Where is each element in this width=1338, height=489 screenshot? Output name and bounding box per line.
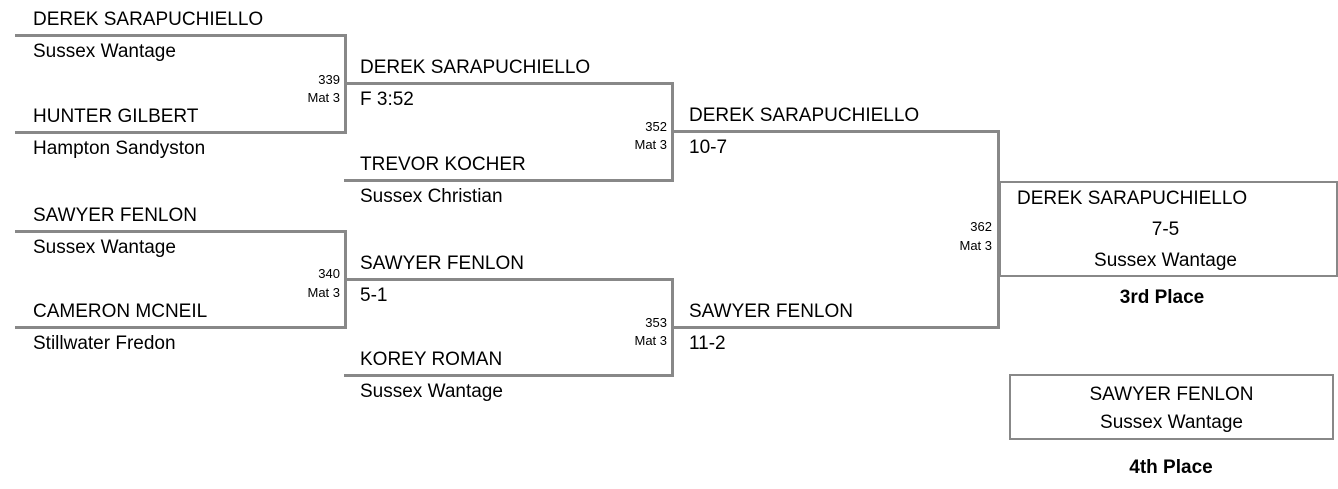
third-place-name: DEREK SARAPUCHIELLO <box>1017 188 1248 209</box>
bracket-line <box>671 130 1000 133</box>
match-352-mat: Mat 3 <box>634 137 667 152</box>
bracket-line <box>15 230 347 233</box>
fourth-place-name: SAWYER FENLON <box>1089 384 1254 405</box>
match-353-mat: Mat 3 <box>634 333 667 348</box>
bracket-line <box>15 34 347 37</box>
r1-339-bottom-name: HUNTER GILBERT <box>33 106 199 127</box>
fourth-place-box <box>1009 374 1334 440</box>
r2-352-top-result: F 3:52 <box>360 89 414 110</box>
match-352-number: 352 <box>645 119 667 134</box>
r1-340-top-name: SAWYER FENLON <box>33 205 197 226</box>
r2-352-bottom-team: Sussex Christian <box>360 186 503 207</box>
bracket-line <box>344 374 674 377</box>
r3-362-bottom-result: 11-2 <box>689 333 726 354</box>
r1-339-top-team: Sussex Wantage <box>33 41 176 62</box>
r2-352-top-name: DEREK SARAPUCHIELLO <box>360 57 591 78</box>
r3-362-bottom-name: SAWYER FENLON <box>689 301 853 322</box>
r2-353-top-name: SAWYER FENLON <box>360 253 524 274</box>
r1-340-top-team: Sussex Wantage <box>33 237 176 258</box>
r2-352-bottom-name: TREVOR KOCHER <box>360 154 526 175</box>
match-362-mat: Mat 3 <box>959 238 992 253</box>
match-339-number: 339 <box>318 72 340 87</box>
bracket-line <box>15 326 347 329</box>
third-place-box <box>999 181 1338 277</box>
bracket-line <box>344 179 674 182</box>
r2-353-bottom-name: KOREY ROMAN <box>360 349 503 370</box>
fourth-place-label: 4th Place <box>1129 457 1213 478</box>
third-place-result: 7-5 <box>1151 219 1180 240</box>
r3-362-top-result: 10-7 <box>689 137 728 158</box>
match-353-number: 353 <box>645 315 667 330</box>
bracket-line <box>344 278 674 281</box>
r2-353-top-result: 5-1 <box>360 285 388 306</box>
r1-339-bottom-team: Hampton Sandyston <box>33 138 206 159</box>
match-340-number: 340 <box>318 266 340 281</box>
bracket-line <box>344 82 674 85</box>
r3-362-top-name: DEREK SARAPUCHIELLO <box>689 105 920 126</box>
r1-339-top-name: DEREK SARAPUCHIELLO <box>33 9 264 30</box>
r1-340-bottom-team: Stillwater Fredon <box>33 333 176 354</box>
match-362-number: 362 <box>970 219 992 234</box>
match-339-mat: Mat 3 <box>307 90 340 105</box>
match-340-mat: Mat 3 <box>307 285 340 300</box>
r2-353-bottom-team: Sussex Wantage <box>360 381 503 402</box>
bracket-line <box>671 326 1000 329</box>
fourth-place-team: Sussex Wantage <box>1100 412 1243 433</box>
r1-340-bottom-name: CAMERON MCNEIL <box>33 301 208 322</box>
bracket-line <box>15 131 347 134</box>
third-place-label: 3rd Place <box>1119 287 1205 308</box>
third-place-team: Sussex Wantage <box>1094 250 1237 271</box>
